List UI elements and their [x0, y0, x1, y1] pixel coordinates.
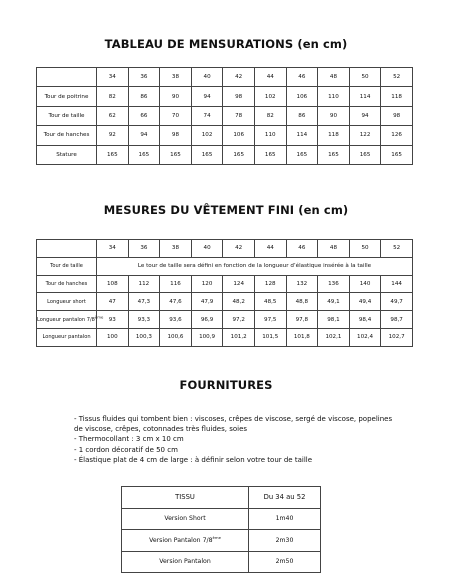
value-cell: 47,9 — [191, 293, 223, 311]
size-header-cell: 36 — [128, 240, 160, 258]
value-cell: 98,7 — [381, 311, 413, 329]
value-cell: 93 — [97, 311, 129, 329]
value-cell: 94 — [349, 106, 381, 125]
value-cell: 140 — [349, 275, 381, 293]
size-header-cell: 40 — [191, 68, 223, 87]
value-cell: 120 — [191, 275, 223, 293]
value-cell: 122 — [349, 126, 381, 145]
value-cell: 74 — [191, 106, 223, 125]
value-cell: 94 — [128, 126, 160, 145]
size-header-cell: 50 — [349, 68, 381, 87]
value-cell: 110 — [318, 87, 350, 106]
value-cell: 100,3 — [128, 328, 160, 346]
value-cell: 100,6 — [160, 328, 192, 346]
value-cell: 165 — [286, 145, 318, 164]
value-cell: 124 — [223, 275, 255, 293]
table-row — [37, 293, 413, 311]
value-cell: 108 — [97, 275, 129, 293]
header-row — [37, 68, 413, 87]
corner-cell — [37, 68, 97, 87]
table-row — [37, 87, 413, 106]
value-cell: 48,5 — [254, 293, 286, 311]
superscript-text: ème — [212, 534, 221, 540]
value-cell: 47,6 — [160, 293, 192, 311]
value-cell: 114 — [286, 126, 318, 145]
size-header-cell: 40 — [191, 240, 223, 258]
size-header-cell: 44 — [254, 68, 286, 87]
row-label-cell — [37, 275, 97, 293]
table-row — [37, 126, 413, 145]
value-cell: 165 — [160, 145, 192, 164]
value-cell: 47 — [97, 293, 129, 311]
value-cell: 102 — [254, 87, 286, 106]
fournitures-title: FOURNITURES — [179, 378, 273, 392]
table-row — [37, 145, 413, 164]
row-label-text: Longueur short — [47, 298, 86, 305]
value-cell: 93,3 — [128, 311, 160, 329]
row-label-text: Longueur pantalon — [42, 334, 91, 341]
value-cell: 48,8 — [286, 293, 318, 311]
value-cell: 98 — [223, 87, 255, 106]
value-cell: 144 — [381, 275, 413, 293]
value-cell: 98 — [160, 126, 192, 145]
size-header-cell: 34 — [97, 68, 129, 87]
version-label-text: Version Pantalon 7/8 — [149, 536, 213, 544]
header-row — [122, 487, 321, 509]
table-row — [37, 328, 413, 346]
size-header-cell: 48 — [318, 68, 350, 87]
value-cell: 102,7 — [381, 328, 413, 346]
row-label-text: Tour de hanches — [45, 280, 88, 287]
value-cell: 49,7 — [381, 293, 413, 311]
value-cell: 101,5 — [254, 328, 286, 346]
value-cell: 165 — [349, 145, 381, 164]
fabric-amount-cell: 2m30 — [249, 530, 321, 552]
size-header-cell: 50 — [349, 240, 381, 258]
table-row — [37, 311, 413, 329]
size-header-cell: 38 — [160, 68, 192, 87]
table-row — [122, 508, 321, 530]
value-cell: 102,1 — [318, 328, 350, 346]
value-cell: 101,8 — [286, 328, 318, 346]
row-label-cell — [37, 293, 97, 311]
size-header-cell: 46 — [286, 240, 318, 258]
value-cell: 66 — [128, 106, 160, 125]
value-cell: 97,2 — [223, 311, 255, 329]
value-cell: 165 — [254, 145, 286, 164]
note-line: de viscose, crêpes, cotonnades très fluides, soies — [74, 425, 248, 434]
size-header-cell: 48 — [318, 240, 350, 258]
value-cell: 86 — [128, 87, 160, 106]
value-cell: 112 — [128, 275, 160, 293]
value-cell: 49,4 — [349, 293, 381, 311]
value-cell: 96,9 — [191, 311, 223, 329]
row-label-cell: Tour de taille — [37, 257, 97, 275]
value-cell: 136 — [318, 275, 350, 293]
value-cell: 98,1 — [318, 311, 350, 329]
size-header-cell: 38 — [160, 240, 192, 258]
value-cell: 100 — [97, 328, 129, 346]
value-cell: 90 — [160, 87, 192, 106]
table-row — [37, 275, 413, 293]
row-label-text: Longueur pantalon 7/8 — [37, 316, 95, 323]
value-cell: 165 — [381, 145, 413, 164]
note-line: - 1 cordon décoratif de 50 cm — [74, 445, 178, 454]
row-label-cell — [37, 328, 97, 346]
size-header-cell: 44 — [254, 240, 286, 258]
row-label-cell: Tour de taille — [37, 106, 97, 125]
sizes-header-cell: Du 34 au 52 — [249, 487, 321, 509]
value-cell: 106 — [286, 87, 318, 106]
value-cell: 47,3 — [128, 293, 160, 311]
fabric-amount-cell: 1m40 — [249, 508, 321, 530]
vetement-fini-title: MESURES DU VÊTEMENT FINI (en cm) — [103, 203, 349, 217]
value-cell: 90 — [318, 106, 350, 125]
value-cell: 114 — [349, 87, 381, 106]
table-row — [122, 551, 321, 573]
value-cell: 118 — [381, 87, 413, 106]
row-label-cell — [37, 311, 104, 329]
value-cell: 110 — [254, 126, 286, 145]
value-cell: 49,1 — [318, 293, 350, 311]
value-cell: 78 — [223, 106, 255, 125]
value-cell: 97,5 — [254, 311, 286, 329]
value-cell: 116 — [160, 275, 192, 293]
value-cell: 98,4 — [349, 311, 381, 329]
value-cell: 100,9 — [191, 328, 223, 346]
value-cell: 118 — [318, 126, 350, 145]
size-header-cell: 52 — [381, 68, 413, 87]
tissu-table — [121, 486, 321, 573]
size-header-cell: 34 — [97, 240, 129, 258]
note-line: - Élastique plat de 4 cm de large : à définir selon votre tour de taille — [74, 455, 313, 464]
size-header-cell: 52 — [381, 240, 413, 258]
value-cell: 94 — [191, 87, 223, 106]
header-row — [37, 240, 413, 258]
value-cell: 165 — [318, 145, 350, 164]
value-cell: 101,2 — [223, 328, 255, 346]
tissu-header-cell: TISSU — [122, 487, 249, 509]
superscript-text: ème — [94, 313, 104, 319]
value-cell: 165 — [191, 145, 223, 164]
corner-cell — [37, 240, 97, 258]
value-cell: 132 — [286, 275, 318, 293]
value-cell: 126 — [381, 126, 413, 145]
table-row — [37, 106, 413, 125]
value-cell: 102 — [191, 126, 223, 145]
value-cell: 82 — [254, 106, 286, 125]
version-label-cell — [122, 508, 249, 530]
mensurations-title: TABLEAU DE MENSURATIONS (en cm) — [104, 37, 348, 51]
size-header-cell: 42 — [223, 240, 255, 258]
value-cell: 165 — [223, 145, 255, 164]
row-label-cell: Stature — [37, 145, 97, 164]
value-cell: 70 — [160, 106, 192, 125]
value-cell: 106 — [223, 126, 255, 145]
size-header-cell: 36 — [128, 68, 160, 87]
value-cell: 86 — [286, 106, 318, 125]
value-cell: 165 — [128, 145, 160, 164]
table-row — [37, 257, 413, 275]
value-cell: 82 — [97, 87, 129, 106]
version-label-cell — [122, 530, 249, 552]
value-cell: 102,4 — [349, 328, 381, 346]
waist-note-cell: Le tour de taille sera défini en fonction de la longueur d’élastique insérée à la taille — [97, 257, 413, 275]
row-label-cell: Tour de hanches — [37, 126, 97, 145]
size-header-cell: 46 — [286, 68, 318, 87]
note-line: - Thermocollant : 3 cm x 10 cm — [74, 435, 184, 444]
value-cell: 165 — [97, 145, 129, 164]
value-cell: 92 — [97, 126, 129, 145]
version-label-text: Version Short — [164, 515, 206, 523]
table-row — [122, 530, 321, 552]
value-cell: 62 — [97, 106, 129, 125]
value-cell: 48,2 — [223, 293, 255, 311]
value-cell: 93,6 — [160, 311, 192, 329]
mensurations-table — [36, 67, 413, 165]
vetement-fini-table — [36, 239, 413, 347]
size-header-cell: 42 — [223, 68, 255, 87]
fournitures-notes — [74, 414, 392, 465]
fabric-amount-cell: 2m50 — [249, 551, 321, 573]
value-cell: 128 — [254, 275, 286, 293]
row-label-cell: Tour de poitrine — [37, 87, 97, 106]
value-cell: 97,8 — [286, 311, 318, 329]
version-label-cell — [122, 551, 249, 573]
version-label-text: Version Pantalon — [159, 558, 211, 566]
value-cell: 98 — [381, 106, 413, 125]
note-line: - Tissus fluides qui tombent bien : viscoses, crêpes de viscose, sergé de viscose, popelines — [74, 415, 393, 423]
